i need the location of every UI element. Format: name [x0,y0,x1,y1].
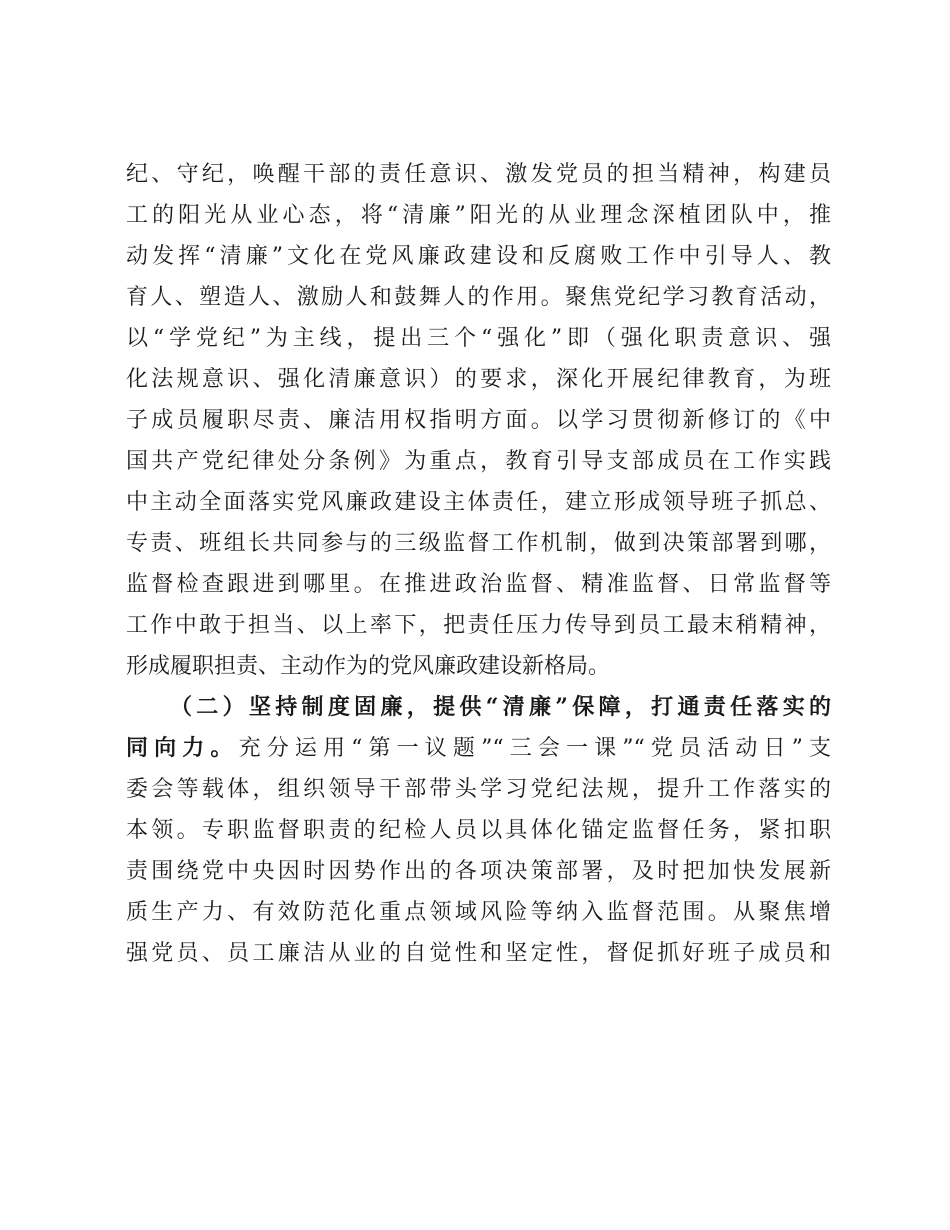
text-line: 以“学党纪”为主线，提出三个“强化”即（强化职责意识、强 [126,326,831,351]
text-line: 纪、守纪，唤醒干部的责任意识、激发党员的担当精神，构建员 [126,162,831,187]
text-line: 工的阳光从业心态，将“清廉”阳光的从业理念深植团队中，推 [126,203,831,228]
text-line [126,728,831,769]
text-line: 责围绕党中央因时因势作出的各项决策部署，及时把加快发展新 [126,859,831,884]
text-line: 质生产力、有效防范化重点领域风险等纳入监督范围。从聚焦增 [126,900,831,925]
section-heading: （二）坚持制度固廉，提供“清廉”保障，打通责任落实的 [170,694,831,720]
text-line: 委会等载体，组织领导干部带头学习党纪法规，提升工作落实的 [126,777,831,802]
text-line: 动发挥“清廉”文化在党风廉政建设和反腐败工作中引导人、教 [126,244,831,269]
text-line: 中主动全面落实党风廉政建设主体责任，建立形成领导班子抓总、 [126,490,831,515]
text-line: 子成员履职尽责、廉洁用权指明方面。以学习贯彻新修订的《中 [126,408,831,433]
text-line: 化法规意识、强化清廉意识）的要求，深化开展纪律教育，为班 [126,367,831,392]
text-line: 工作中敢于担当、以上率下，把责任压力传导到员工最末稍精神， [126,613,831,638]
paragraph-1 [126,154,831,687]
text-line: 本领。专职监督职责的纪检人员以具体化锚定监督任务，紧扣职 [126,818,831,843]
text-line: 专责、班组长共同参与的三级监督工作机制，做到决策部署到哪， [126,531,831,556]
text-line: 形成履职担责、主动作为的党风廉政建设新格局。 [126,654,611,679]
text-line: 国共产党纪律处分条例》为重点，教育引导支部成员在工作实践 [126,449,831,474]
text-line: 育人、塑造人、激励人和鼓舞人的作用。聚焦党纪学习教育活动， [126,285,831,310]
paragraph-2 [126,687,831,974]
document-body [126,154,831,974]
section-heading-tail: 同向力。 [126,735,239,761]
text-line: 监督检查跟进到哪里。在推进政治监督、精准监督、日常监督等 [126,572,831,597]
text-line-rest: 充分运用“第一议题”“三会一课”“党员活动日”支 [238,736,831,761]
text-line: 强党员、员工廉洁从业的自觉性和坚定性，督促抓好班子成员和 [126,941,831,966]
